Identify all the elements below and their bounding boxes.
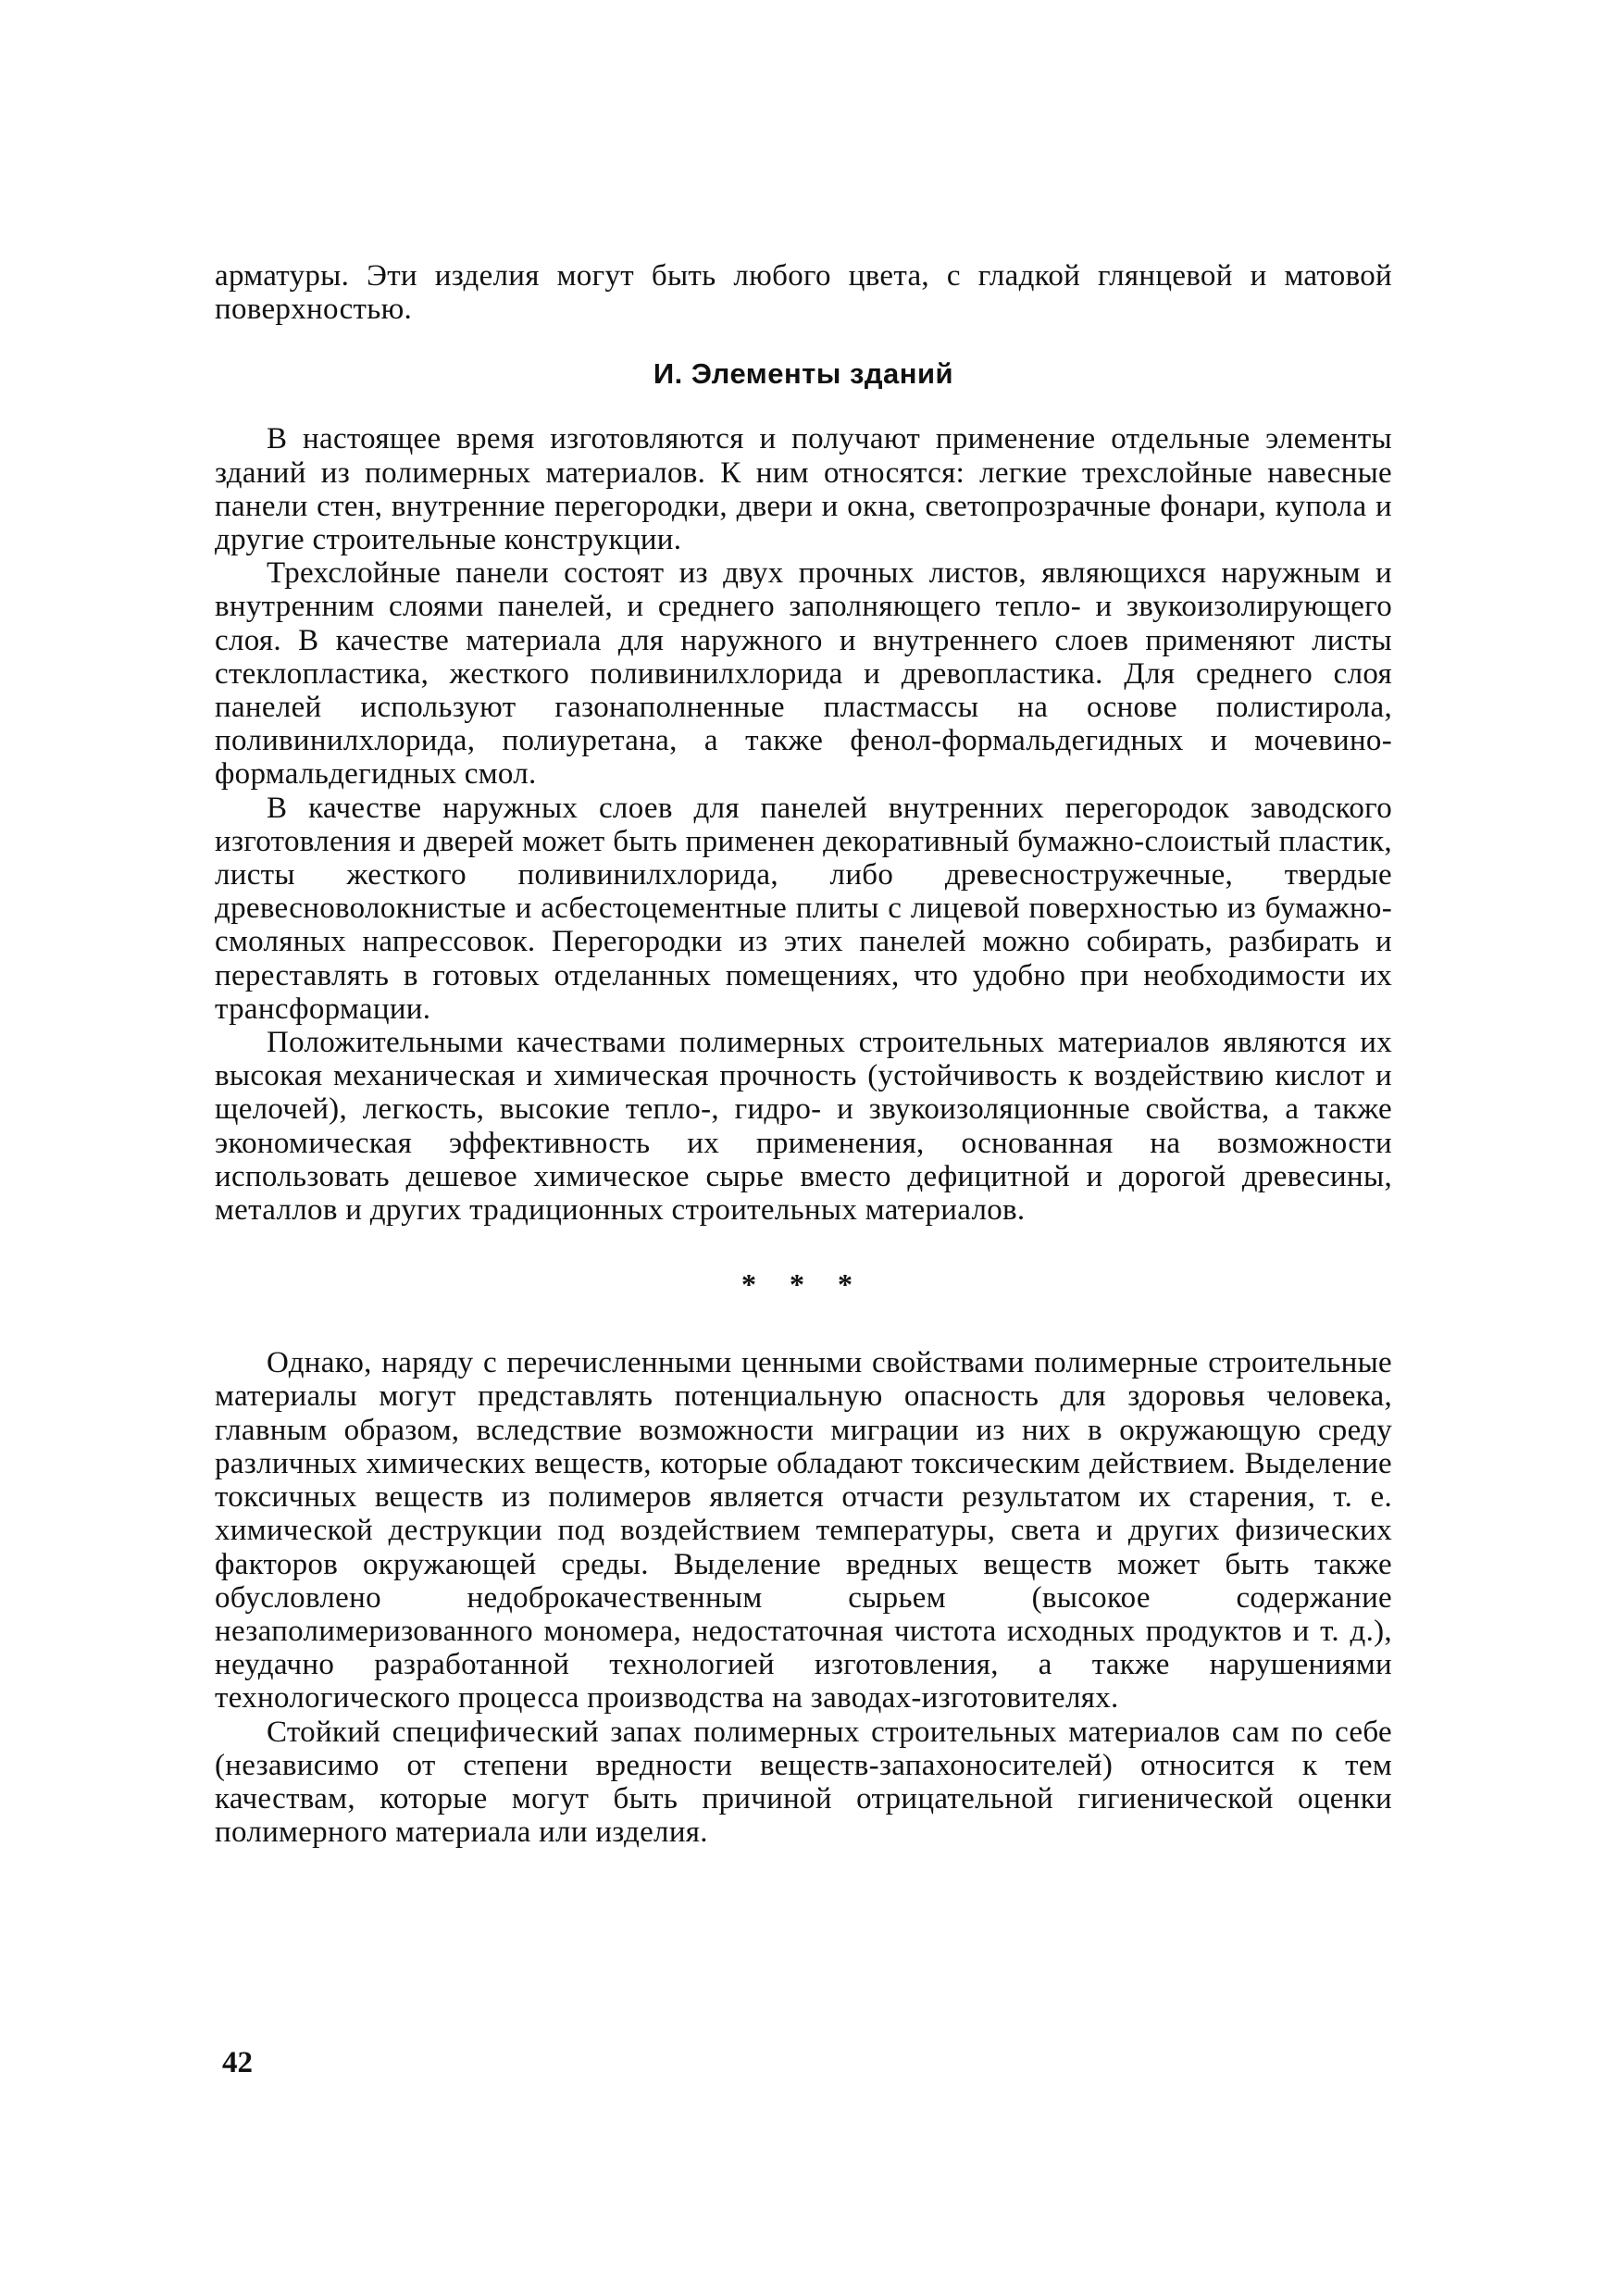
paragraph-2: Трехслойные панели состоят из двух прочных листов, являющихся наружным и внутренним слоями панелей, и среднего заполняющего тепло- и звукоизолирующего слоя. В качестве материала для наружного и внутреннего слоев применяют листы стеклопластика, жесткого поливинилхлорида и древопластика. Для среднего слоя панелей используют газонаполненные пластмассы на основе полистирола, поливинилхлорида, полиуретана, а также фенол-формальдегидных и мочевино-формальдегидных смол. [215, 556, 1392, 792]
paragraph-1: В настоящее время изготовляются и получают применение отдельные элементы зданий из полимерных материалов. К ним относятся: легкие трехслойные навесные панели стен, внутренние перегородки, двери и окна, светопрозрачные фонари, купола и другие строительные конструкции. [215, 422, 1392, 557]
page-number: 42 [222, 2046, 253, 2079]
closing-paragraph-2: Стойкий специфический запах полимерных строительных материалов сам по себе (независимо от степени вредности веществ-запахоносителей) относится к тем качествам, которые могут быть причиной отрицательной гигиенической оценки полимерного материала или изделия. [215, 1715, 1392, 1850]
section-heading: И. Элементы зданий [653, 357, 954, 391]
section-separator: * * * [741, 1267, 865, 1302]
page-body [215, 259, 1392, 1849]
paragraph-4: Положительными качествами полимерных строительных материалов являются их высокая механическая и химическая прочность (устойчивость к воздействию кислот и щелочей), легкость, высокие тепло-, гидро- и звукоизоляционные свойства, а также экономическая эффективность их применения, основанная на возможности использовать дешевое химическое сырье вместо дефицитной и дорогой древесины, металлов и других традиционных строительных материалов. [215, 1026, 1392, 1228]
closing-paragraph-1: Однако, наряду с перечисленными ценными свойствами полимерные строительные материалы могут представлять потенциальную опасность для здоровья человека, главным образом, вследствие возможности миграции из них в окружающую среду различных химических веществ, которые обладают токсическим действием. Выделение токсичных веществ из полимеров является отчасти результатом их старения, т. е. химической деструкции под воздействием температуры, света и других физических факторов окружающей среды. Выделение вредных веществ может быть также обусловлено недоброкачественным сырьем (высокое содержание незаполимеризованного мономера, недостаточная чистота исходных продуктов и т. д.), неудачно разработанной технологией изготовления, а также нарушениями технологического процесса производства на заводах-изготовителях. [215, 1346, 1392, 1716]
paragraph-3: В качестве наружных слоев для панелей внутренних перегородок заводского изготовления и дверей может быть применен декоративный бумажно-слоистый пластик, листы жесткого поливинилхлорида, либо древесностружечные, твердые древесноволокнистые и асбестоцементные плиты с лицевой поверхностью из бумажно-смоляных напрессовок. Перегородки из этих панелей можно собирать, разбирать и переставлять в готовых отделанных помещениях, что удобно при необходимости их трансформации. [215, 791, 1392, 1026]
opening-paragraph: арматуры. Эти изделия могут быть любого цвета, с гладкой глянцевой и матовой поверхностью. [215, 259, 1392, 327]
